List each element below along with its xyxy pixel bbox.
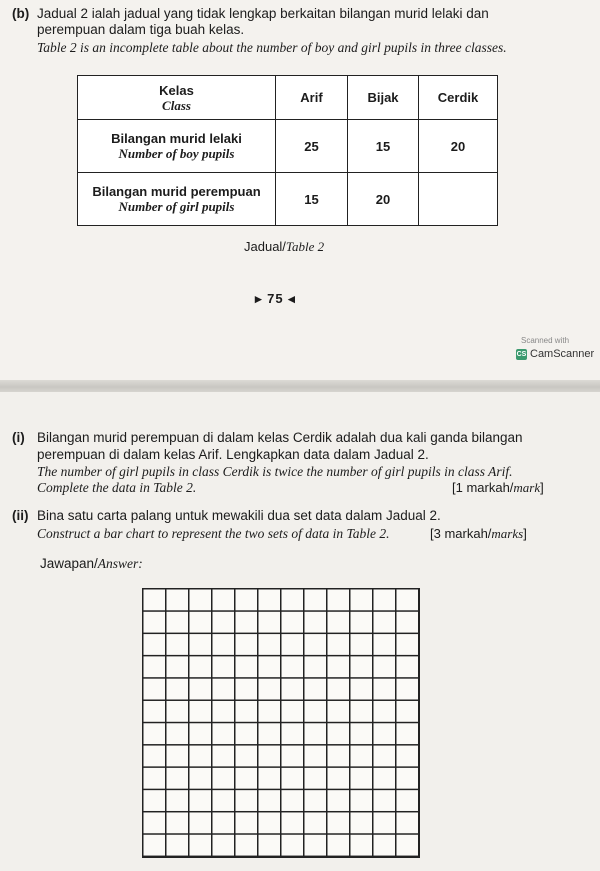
part-ii-line1 — [12, 508, 441, 524]
header-class-ms: Kelas — [159, 82, 194, 98]
part-ii-marks — [430, 526, 527, 542]
value-girls-bijak: 20 — [375, 191, 391, 207]
table-caption — [244, 239, 324, 255]
cell-girls-cerdik-blank[interactable] — [419, 173, 498, 226]
question-b-intro-ms-2: perempuan dalam tiga buah kelas. — [37, 22, 245, 37]
part-ii-marks-en: marks — [491, 526, 524, 541]
table-header-row — [78, 76, 498, 120]
camscanner-icon: CS — [516, 350, 527, 358]
left-triangle-icon: ▸ — [255, 291, 263, 306]
row-label-girls-ms: Bilangan murid perempuan — [92, 184, 261, 199]
part-ii-marks-ms: [3 markah/ — [430, 526, 492, 541]
page-number-value: 75 — [267, 291, 284, 306]
right-triangle-icon: ◂ — [288, 291, 296, 306]
value-boys-arif: 25 — [304, 138, 319, 154]
class-bijak: Bijak — [367, 90, 399, 105]
question-b-line1 — [12, 6, 489, 22]
class-arif: Arif — [300, 90, 323, 105]
row-label-girls-en: Number of girl pupils — [118, 199, 235, 214]
page-number — [255, 291, 296, 307]
scanned-with-text: Scanned with — [521, 336, 570, 345]
answer-label-ms: Jawapan/ — [40, 556, 98, 571]
part-i-ms-1: Bilangan murid perempuan di dalam kelas Cerdik adalah dua kali ganda bilangan — [37, 430, 523, 445]
class-cerdik: Cerdik — [437, 90, 479, 105]
question-b-intro-ms-1: Jadual 2 ialah jadual yang tidak lengkap berkaitan bilangan murid lelaki dan — [37, 6, 489, 21]
part-i-marks-close: ] — [540, 480, 544, 495]
answer-label-en: Answer: — [97, 556, 143, 571]
camscanner-brand: CamScanner — [530, 348, 595, 360]
caption-ms: Jadual/ — [244, 239, 286, 254]
value-boys-cerdik: 20 — [450, 138, 466, 154]
part-ii-marks-close: ] — [523, 526, 527, 541]
part-i-en-1: The number of girl pupils in class Cerdik is twice the number of girl pupils in class Arif. — [37, 464, 513, 479]
table-row-boys — [78, 120, 498, 173]
part-ii-ms: Bina satu carta palang untuk mewakili dua set data dalam Jadual 2. — [37, 508, 441, 523]
row-label-girls — [78, 173, 276, 226]
question-b-label: (b) — [12, 6, 30, 21]
part-ii-en: Construct a bar chart to represent the two sets of data in Table 2. — [37, 526, 390, 541]
camscanner-watermark — [516, 348, 594, 360]
answer-label — [40, 556, 143, 572]
part-i-ms-2: perempuan di dalam kelas Arif. Lengkapkan data dalam Jadual 2. — [37, 447, 429, 462]
header-cell-cerdik — [419, 76, 498, 120]
table-row-girls — [78, 173, 498, 226]
caption-en: Table 2 — [285, 239, 325, 254]
part-i-marks — [452, 480, 544, 496]
table-2 — [77, 75, 498, 226]
part-i-label: (i) — [12, 430, 25, 445]
header-cell-arif — [276, 76, 348, 120]
row-label-boys — [78, 120, 276, 173]
part-i-marks-ms: [1 markah/ — [452, 480, 514, 495]
cell-boys-bijak — [348, 120, 419, 173]
part-i-line1 — [12, 430, 523, 446]
part-ii-label: (ii) — [12, 508, 29, 523]
row-label-boys-ms: Bilangan murid lelaki — [111, 131, 242, 146]
header-class-en: Class — [162, 97, 191, 113]
part-i-en-2: Complete the data in Table 2. — [37, 480, 197, 495]
cell-girls-arif — [276, 173, 348, 226]
value-girls-arif: 15 — [304, 191, 319, 207]
question-b-intro-en: Table 2 is an incomplete table about the number of boy and girl pupils in three classes. — [37, 40, 507, 55]
cell-girls-bijak — [348, 173, 419, 226]
value-boys-bijak: 15 — [375, 138, 391, 154]
row-label-boys-en: Number of boy pupils — [118, 146, 235, 161]
cell-boys-arif — [276, 120, 348, 173]
header-cell-class — [78, 76, 276, 120]
answer-grid[interactable] — [142, 588, 420, 858]
cell-boys-cerdik — [419, 120, 498, 173]
part-i-marks-en: mark — [513, 480, 541, 495]
header-cell-bijak — [348, 76, 419, 120]
